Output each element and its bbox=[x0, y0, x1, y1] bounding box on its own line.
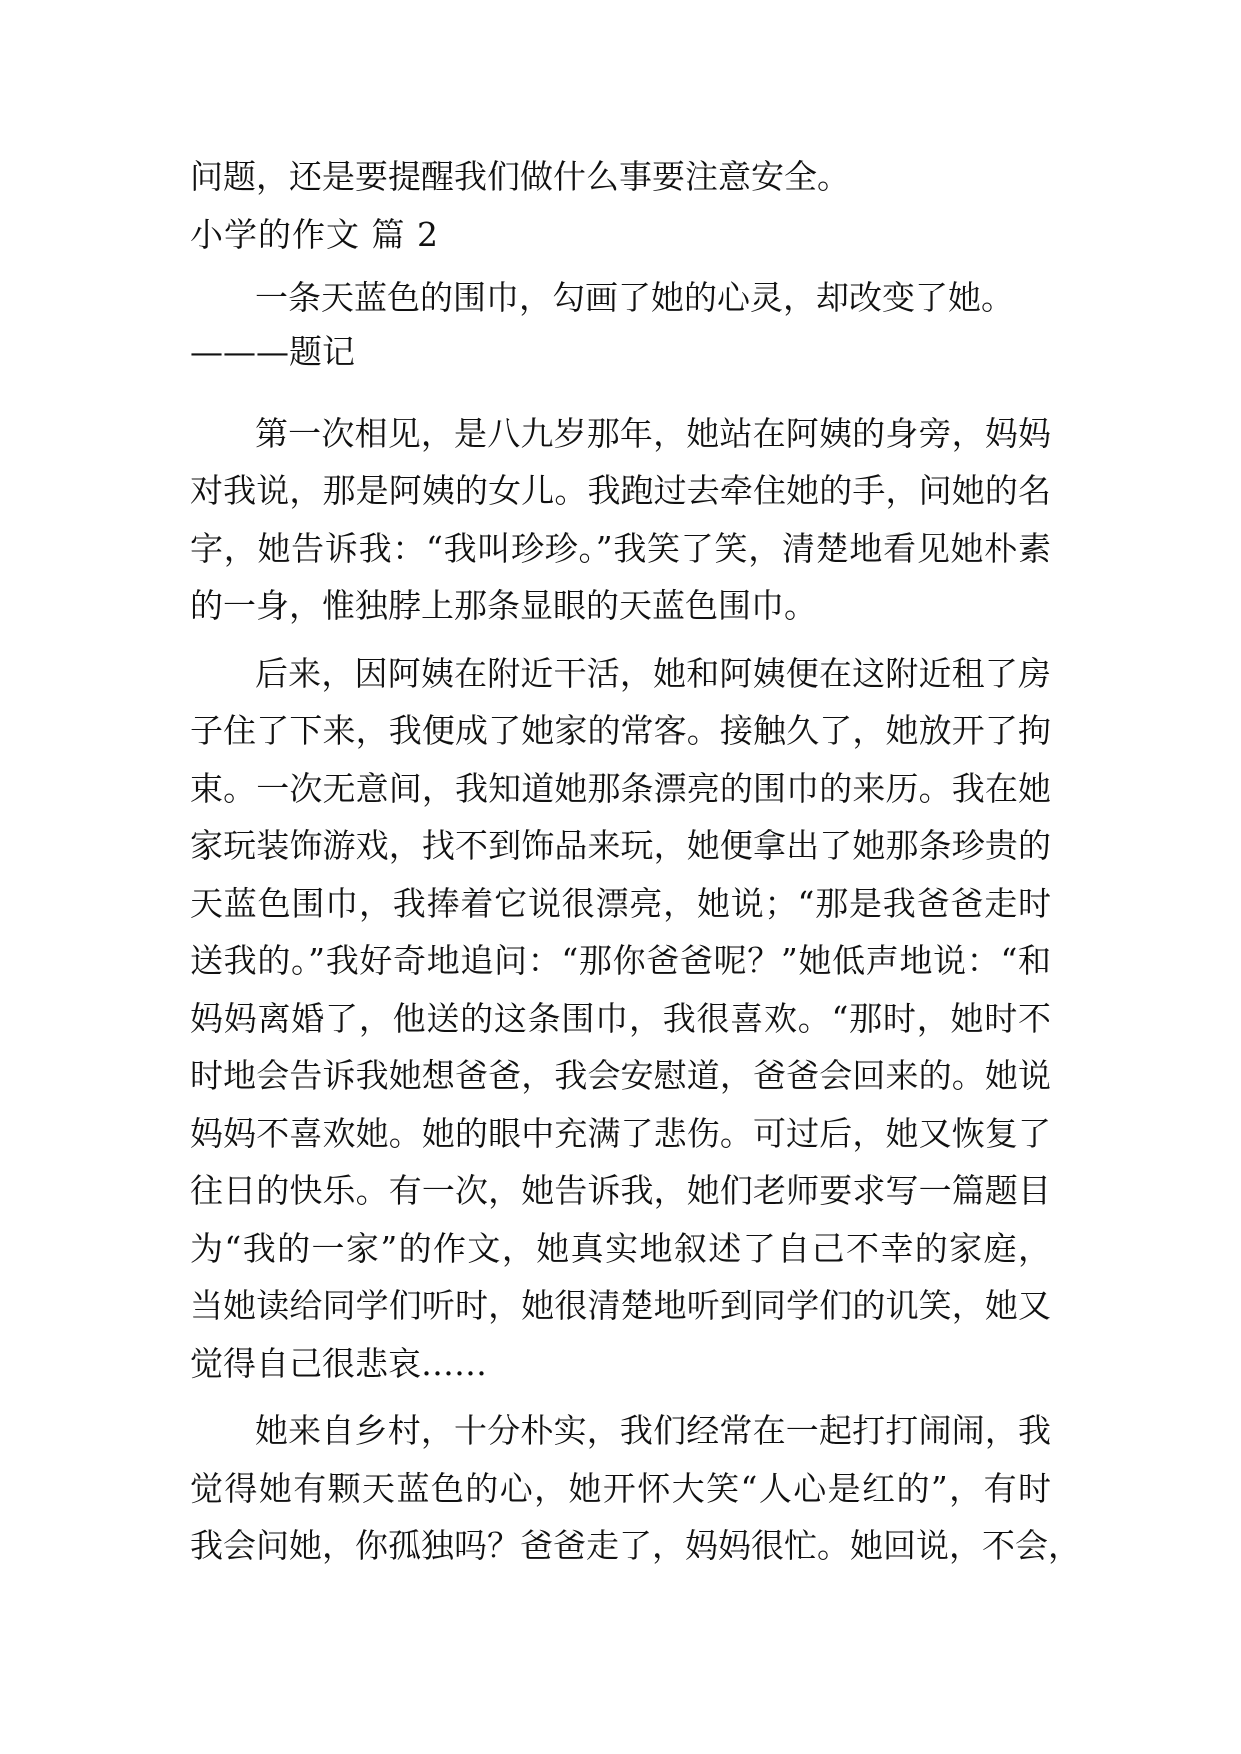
paragraph-line: 对我说，那是阿姨的女儿。我跑过去牵住她的手，问她的名 bbox=[190, 471, 1051, 510]
paragraph-line: 她来自乡村，十分朴实，我们经常在一起打打闹闹，我 bbox=[255, 1411, 1051, 1450]
paragraph-line: 为“我的一家”的作文，她真实地叙述了自己不幸的家庭， bbox=[190, 1229, 1051, 1268]
epigraph-attribution: ———题记 bbox=[190, 332, 355, 371]
epigraph-line: 一条天蓝色的围巾，勾画了她的心灵，却改变了她。 bbox=[255, 278, 1014, 317]
paragraph-line: 当她读给同学们听时，她很清楚地听到同学们的讥笑，她又 bbox=[190, 1286, 1051, 1325]
paragraph-line: 字，她告诉我：“我叫珍珍。”我笑了笑，清楚地看见她朴素 bbox=[190, 529, 1051, 568]
intro-line: 问题，还是要提醒我们做什么事要注意安全。 bbox=[190, 157, 850, 196]
paragraph-line: 后来，因阿姨在附近干活，她和阿姨便在这附近租了房 bbox=[255, 654, 1051, 693]
paragraph-line: 时地会告诉我她想爸爸，我会安慰道，爸爸会回来的。她说 bbox=[190, 1056, 1051, 1095]
paragraph-line: 第一次相见，是八九岁那年，她站在阿姨的身旁，妈妈 bbox=[255, 414, 1051, 453]
paragraph-line: 束。一次无意间，我知道她那条漂亮的围巾的来历。我在她 bbox=[190, 769, 1051, 808]
paragraph-line: 往日的快乐。有一次，她告诉我，她们老师要求写一篇题目 bbox=[190, 1171, 1051, 1210]
paragraph-line: 妈妈不喜欢她。她的眼中充满了悲伤。可过后，她又恢复了 bbox=[190, 1114, 1051, 1153]
paragraph-line: 家玩装饰游戏，找不到饰品来玩，她便拿出了她那条珍贵的 bbox=[190, 826, 1051, 865]
paragraph-line: 我会问她，你孤独吗？爸爸走了，妈妈很忙。她回说，不会， bbox=[190, 1526, 1081, 1565]
paragraph-line: 觉得自己很悲哀…… bbox=[190, 1344, 487, 1383]
paragraph-line: 天蓝色围巾，我捧着它说很漂亮，她说；“那是我爸爸走时 bbox=[190, 884, 1051, 923]
section-title: 小学的作文 篇 2 bbox=[190, 215, 439, 254]
paragraph-line: 妈妈离婚了，他送的这条围巾，我很喜欢。“那时，她时不 bbox=[190, 999, 1051, 1038]
paragraph-line: 觉得她有颗天蓝色的心，她开怀大笑“人心是红的”，有时 bbox=[190, 1469, 1051, 1508]
paragraph-line: 的一身，惟独脖上那条显眼的天蓝色围巾。 bbox=[190, 586, 817, 625]
paragraph-line: 送我的。”我好奇地追问：“那你爸爸呢？”她低声地说：“和 bbox=[190, 941, 1051, 980]
paragraph-line: 子住了下来，我便成了她家的常客。接触久了，她放开了拘 bbox=[190, 711, 1051, 750]
